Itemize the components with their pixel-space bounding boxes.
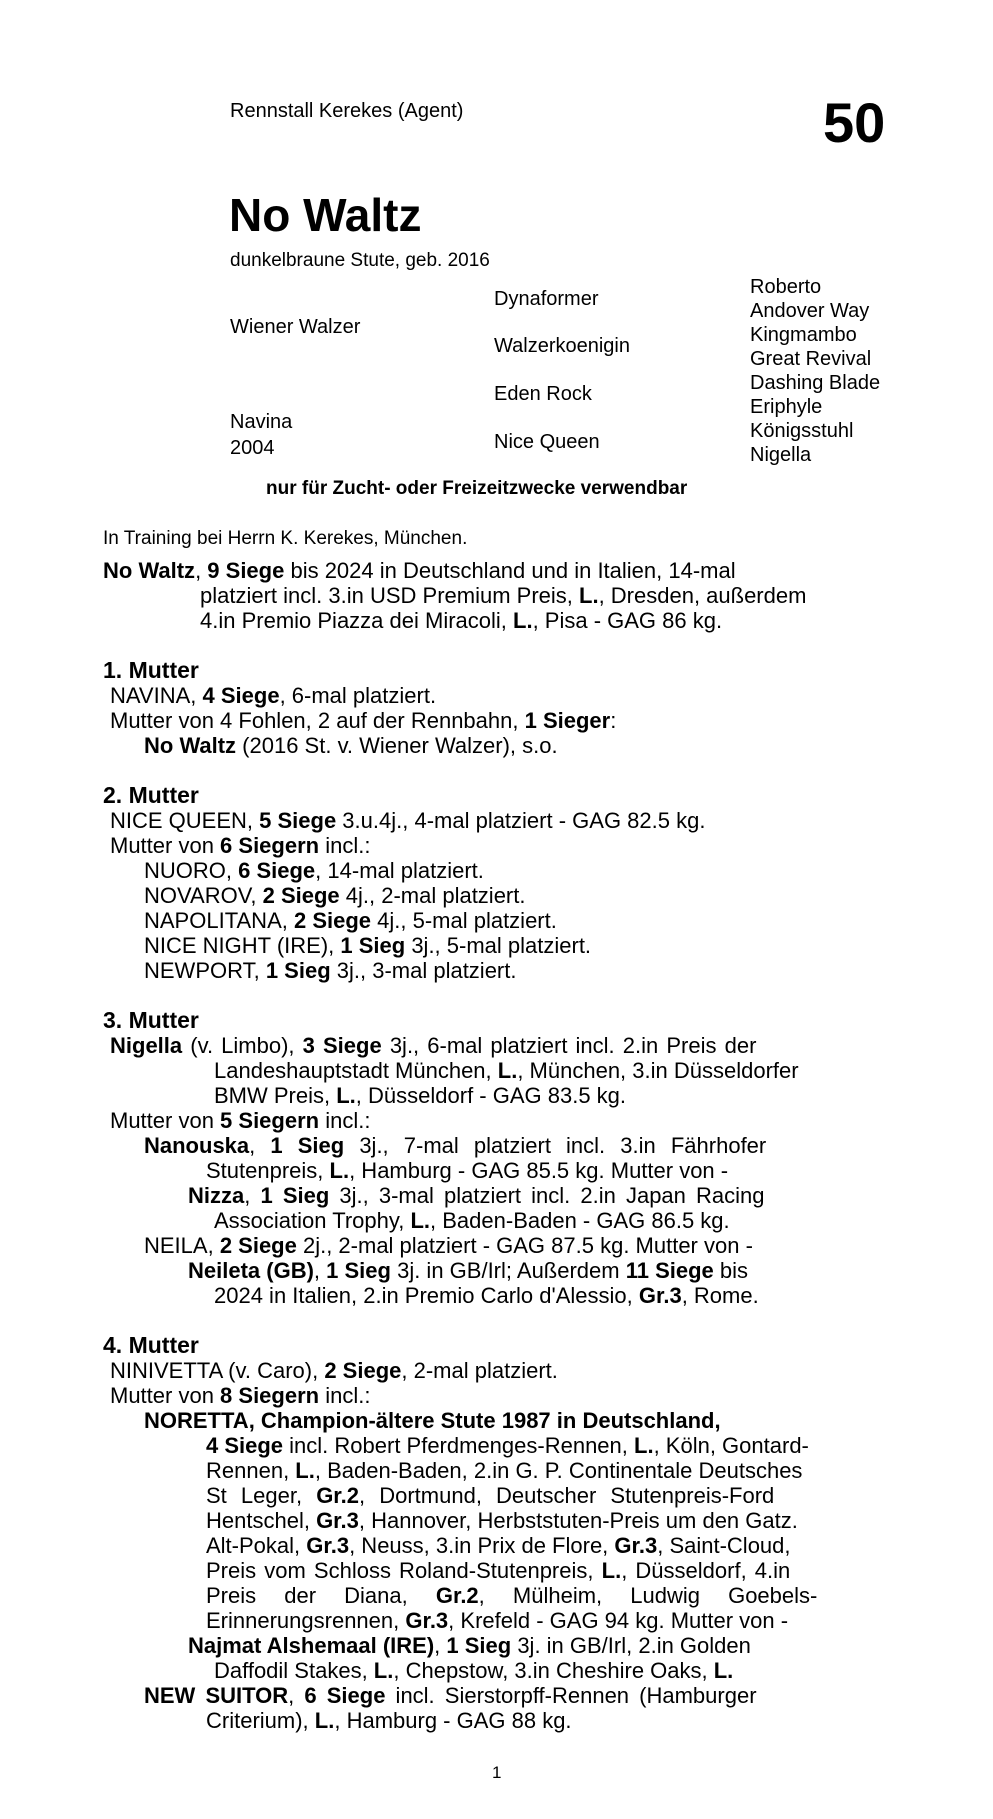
section-heading: 4. Mutter [103, 1332, 199, 1358]
pedigree-dam-year: 2004 [230, 437, 275, 459]
agent-label: Rennstall Kerekes (Agent) [230, 100, 464, 122]
list-item: No Waltz (2016 St. v. Wiener Walzer), s.o. [144, 733, 558, 758]
pedigree-g3: Kingmambo [750, 324, 857, 346]
horse-name: No Waltz [229, 189, 422, 241]
page-number: 1 [492, 1763, 502, 1782]
list-item: NEILA, 2 Siege 2j., 2-mal platziert - GAG 87.5 kg. Mutter von - [144, 1233, 753, 1258]
list-item: Association Trophy, L., Baden-Baden - GAG 86.5 kg. [214, 1208, 730, 1233]
dam-record: Landeshauptstadt München, L., München, 3.in Düsseldorfer [214, 1058, 799, 1083]
pedigree-dam: Navina [230, 411, 293, 433]
pedigree-g3: Roberto [750, 276, 822, 298]
dam-record: Nigella (v. Limbo), 3 Siege 3j., 6-mal platziert incl. 2.in Preis der [110, 1033, 757, 1058]
list-item: Erinnerungsrennen, Gr.3, Krefeld - GAG 94 kg. Mutter von - [206, 1608, 789, 1633]
list-item: Preis der Diana, Gr.2, Mülheim, Ludwig Goebels- [206, 1583, 818, 1608]
list-item: NOVAROV, 2 Siege 4j., 2-mal platziert. [144, 883, 526, 908]
record-line: No Waltz, 9 Siege bis 2024 in Deutschland und in Italien, 14-mal [103, 558, 736, 583]
pedigree-g3: Königsstuhl [750, 420, 854, 442]
pedigree-g2: Eden Rock [494, 383, 592, 405]
pedigree-g3: Andover Way [750, 300, 870, 322]
list-item: Hentschel, Gr.3, Hannover, Herbststuten-Preis um den Gatz. [206, 1508, 798, 1533]
dam-record: NAVINA, 4 Siege, 6-mal platziert. [110, 683, 437, 708]
pedigree-g2: Dynaformer [494, 288, 599, 310]
training-info: In Training bei Herrn K. Kerekes, München. [103, 528, 468, 549]
section-heading: 3. Mutter [103, 1007, 199, 1033]
list-item: Rennen, L., Baden-Baden, 2.in G. P. Continentale Deutsches [206, 1458, 803, 1483]
record-line: platziert incl. 3.in USD Premium Preis, L., Dresden, außerdem [200, 583, 807, 608]
list-item: Nizza, 1 Sieg 3j., 3-mal platziert incl. 2.in Japan Racing [188, 1183, 765, 1208]
list-item: Nanouska, 1 Sieg 3j., 7-mal platziert incl. 3.in Fährhofer [144, 1133, 767, 1158]
record-line: 4.in Premio Piazza dei Miracoli, L., Pisa - GAG 86 kg. [200, 608, 723, 633]
list-item: NEW SUITOR, 6 Siege incl. Sierstorpff-Rennen (Hamburger [144, 1683, 757, 1708]
horse-description: dunkelbraune Stute, geb. 2016 [230, 250, 490, 271]
list-item: 2024 in Italien, 2.in Premio Carlo d'Alessio, Gr.3, Rome. [214, 1283, 759, 1308]
section-heading: 1. Mutter [103, 657, 199, 683]
list-item: NUORO, 6 Siege, 14-mal platziert. [144, 858, 484, 883]
pedigree-g2: Nice Queen [494, 431, 600, 453]
lot-number: 50 [823, 91, 886, 154]
pedigree-g3: Dashing Blade [750, 372, 881, 394]
pedigree-g3: Eriphyle [750, 396, 823, 418]
pedigree-g2: Walzerkoenigin [494, 335, 630, 357]
list-item: Neileta (GB), 1 Sieg 3j. in GB/Irl; Außerdem 11 Siege bis [188, 1258, 749, 1283]
list-item: Alt-Pokal, Gr.3, Neuss, 3.in Prix de Flore, Gr.3, Saint-Cloud, [206, 1533, 791, 1558]
list-item: NAPOLITANA, 2 Siege 4j., 5-mal platziert. [144, 908, 557, 933]
list-item: NORETTA, Champion-ältere Stute 1987 in Deutschland, [144, 1408, 721, 1433]
pedigree-g3: Great Revival [750, 348, 872, 370]
pedigree-g3: Nigella [750, 444, 812, 466]
pedigree-sire: Wiener Walzer [230, 316, 361, 338]
list-item: Stutenpreis, L., Hamburg - GAG 85.5 kg. Mutter von - [206, 1158, 729, 1183]
list-item: Najmat Alshemaal (IRE), 1 Sieg 3j. in GB/Irl, 2.in Golden [188, 1633, 751, 1658]
dam-produce: Mutter von 4 Fohlen, 2 auf der Rennbahn, 1 Sieger: [110, 708, 617, 733]
dam-record: NICE QUEEN, 5 Siege 3.u.4j., 4-mal platziert - GAG 82.5 kg. [110, 808, 706, 833]
list-item: St Leger, Gr.2, Dortmund, Deutscher Stutenpreis-Ford [206, 1483, 775, 1508]
list-item: 4 Siege incl. Robert Pferdmenges-Rennen, L., Köln, Gontard- [206, 1433, 809, 1458]
list-item: Preis vom Schloss Roland-Stutenpreis, L., Düsseldorf, 4.in [206, 1558, 791, 1583]
section-heading: 2. Mutter [103, 782, 199, 808]
list-item: NICE NIGHT (IRE), 1 Sieg 3j., 5-mal platziert. [144, 933, 592, 958]
dam-record: BMW Preis, L., Düsseldorf - GAG 83.5 kg. [214, 1083, 627, 1108]
usage-note: nur für Zucht- oder Freizeitzwecke verwendbar [266, 478, 688, 499]
list-item: NEWPORT, 1 Sieg 3j., 3-mal platziert. [144, 958, 517, 983]
list-item: Daffodil Stakes, L., Chepstow, 3.in Cheshire Oaks, L. [214, 1658, 734, 1683]
dam-record: NINIVETTA (v. Caro), 2 Siege, 2-mal platziert. [110, 1358, 558, 1383]
dam-produce: Mutter von 8 Siegern incl.: [110, 1383, 371, 1408]
dam-produce: Mutter von 6 Siegern incl.: [110, 833, 371, 858]
dam-produce: Mutter von 5 Siegern incl.: [110, 1108, 371, 1133]
list-item: Criterium), L., Hamburg - GAG 88 kg. [206, 1708, 572, 1733]
